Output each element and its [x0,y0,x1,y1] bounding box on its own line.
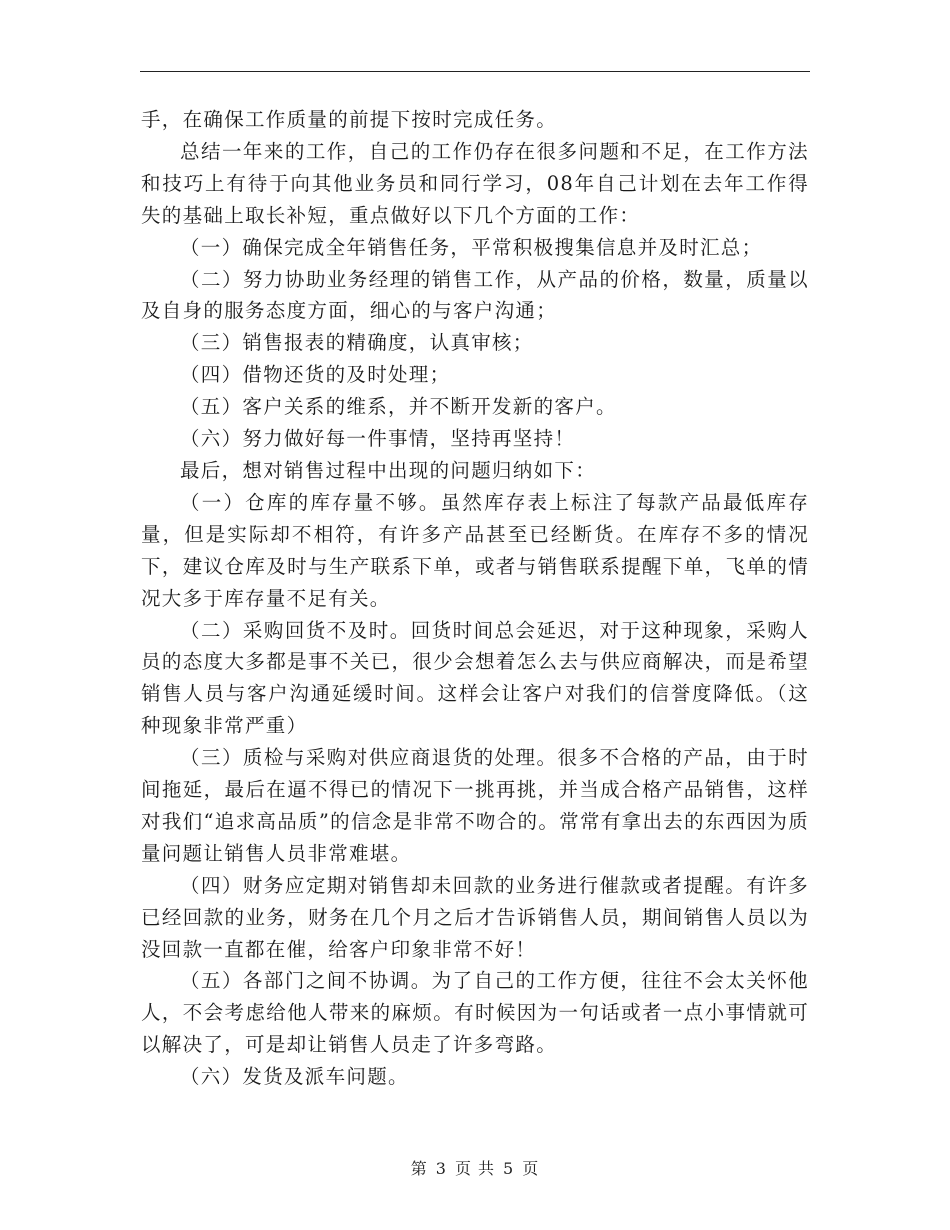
footer-middle: 页 共 [454,1159,496,1178]
issue-item: （四）财务应定期对销售却未回款的业务进行催款或者提醒。有许多已经回款的业务，财务在几个月之后才告诉销售人员，期间销售人员以为没回款一直都在催，给客户印象非常不好！ [141,873,809,961]
header-divider [140,71,810,72]
list-item: （五）客户关系的维系，并不断开发新的客户。 [180,395,617,419]
issue-item: （一）仓库的库存量不够。虽然库存表上标注了每款产品最低库存量，但是实际却不相符，有许多产品甚至已经断货。在库存不多的情况下，建议仓库及时与生产联系下单，或者与销售联系提醒下单，飞单的情况大多于库存量不足有关。 [141,490,809,610]
list-item: （二）努力协助业务经理的销售工作，从产品的价格，数量，质量以及自身的服务态度方面，细心的与客户沟通； [141,267,809,323]
footer-prefix: 第 [410,1159,428,1178]
list-item: （三）销售报表的精确度，认真审核； [180,331,534,355]
issue-item: （三）质检与采购对供应商退货的处理。很多不合格的产品，由于时间拖延，最后在逼不得已的情况下一挑再挑，并当成合格产品销售，这样对我们“追求高品质”的信念是非常不吻合的。常常有拿出去的东西因为质量问题让销售人员非常难堪。 [141,746,809,865]
paragraph: 手，在确保工作质量的前提下按时完成任务。 [141,108,558,131]
current-page-number: 3 [435,1159,447,1178]
issue-item: （六）发货及派车问题。 [180,1065,409,1089]
paragraph: 最后，想对销售过程中出现的问题归纳如下： [180,458,597,482]
paragraph: 总结一年来的工作，自己的工作仍存在很多问题和不足，在工作方法和技巧上有待于向其他业务员和同行学习，08年自己计划在去年工作得失的基础上取长补短，重点做好以下几个方面的工作： [141,139,809,227]
list-item: （六）努力做好每一件事情，坚持再坚持！ [180,427,576,451]
document-body [141,104,809,1093]
list-item: （一）确保完成全年销售任务，平常积极搜集信息并及时汇总； [180,235,763,259]
page-footer [0,1156,950,1179]
issue-item: （二）采购回货不及时。回货时间总会延迟，对于这种现象，采购人员的态度大多都是事不关已，很少会想着怎么去与供应商解决，而是希望销售人员与客户沟通延缓时间。这样会让客户对我们的信誉度降低。（这种现象非常严重） [141,618,809,738]
total-pages-number: 5 [503,1159,515,1178]
footer-suffix: 页 [522,1159,540,1178]
list-item: （四）借物还货的及时处理； [180,363,451,387]
issue-item: （五）各部门之间不协调。为了自己的工作方便，往往不会太关怀他人，不会考虑给他人带来的麻烦。有时候因为一句话或者一点小事情就可以解决了，可是却让销售人员走了许多弯路。 [141,969,809,1057]
